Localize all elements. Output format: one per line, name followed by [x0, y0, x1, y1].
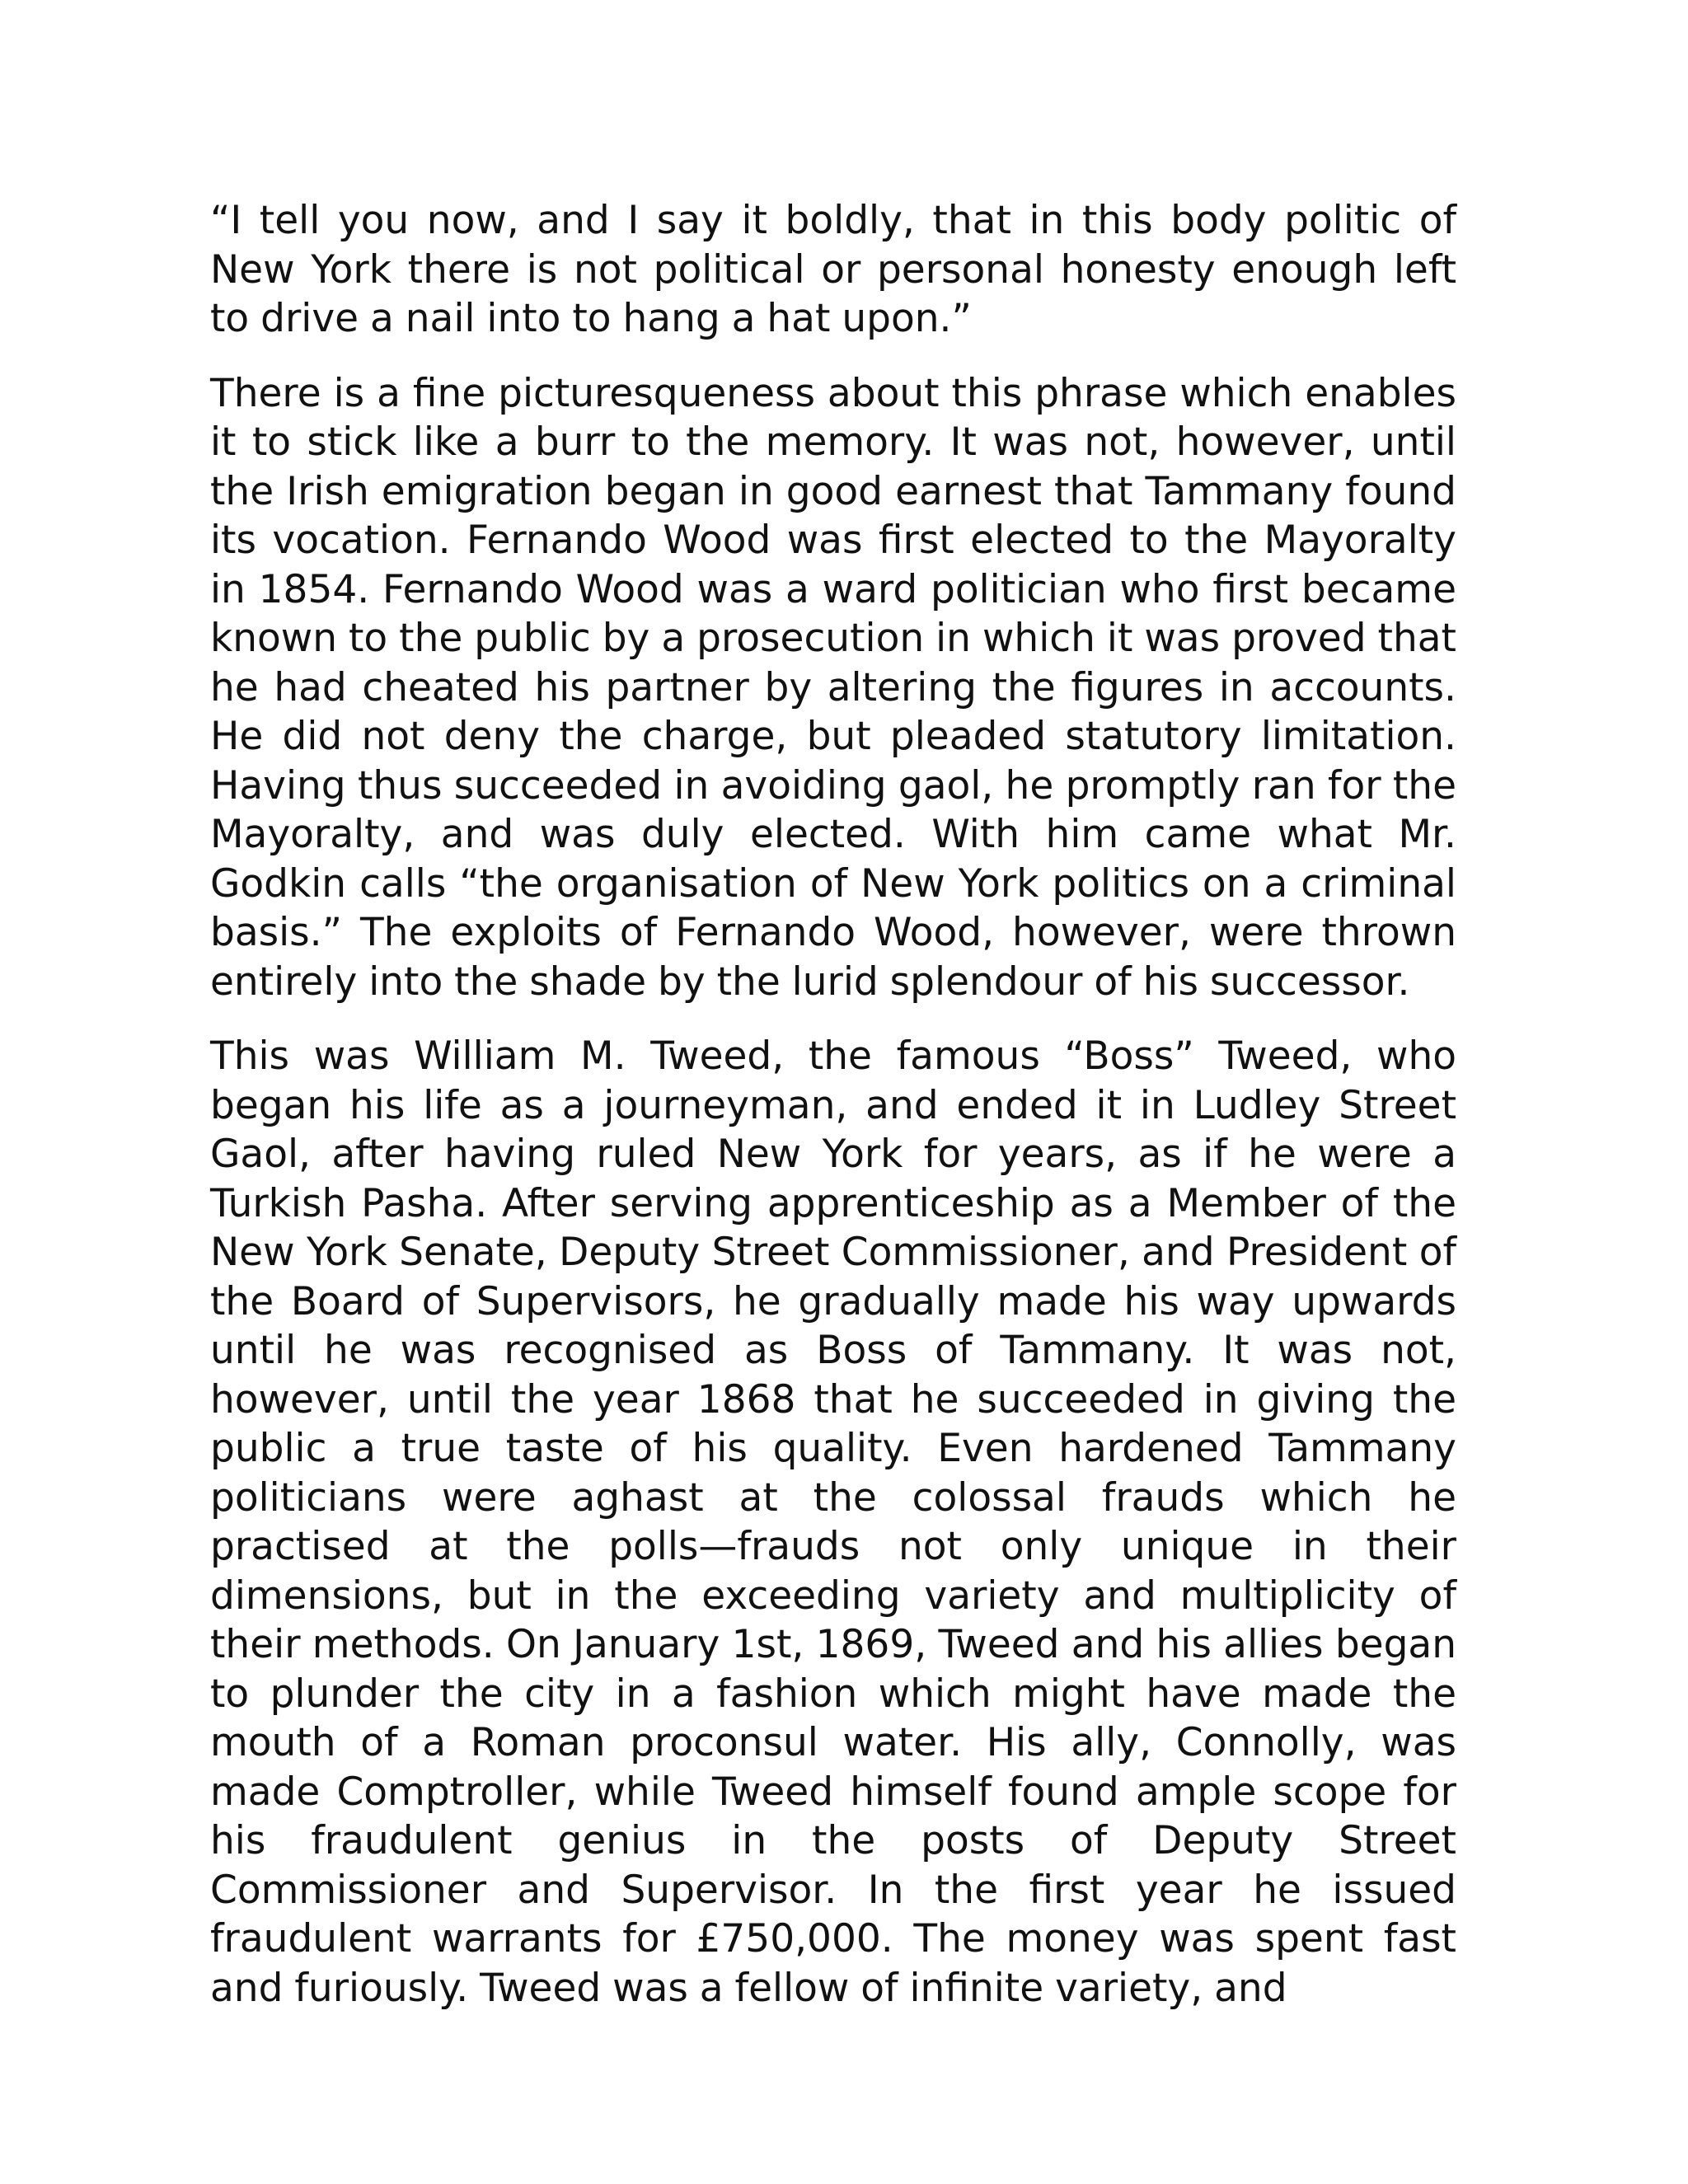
- paragraph-boss-tweed: This was William M. Tweed, the famous “Boss” Tweed, who began his life as a journeyman, and ended it in Ludley Street Gaol, after having ruled New York for years, as if he were a Turkish Pasha. After serving apprenticeship as a Member of the New York Senate, Deputy Street Commissioner, and President of the Board of Supervisors, he gradually made his way upwards until he was recognised as Boss of Tammany. It was not, however, until the year 1868 that he succeeded in giving the public a true taste of his quality. Even hardened Tammany politicians were aghast at the colossal frauds which he practised at the polls—frauds not only unique in their dimensions, but in the exceeding variety and multiplicity of their methods. On January 1st, 1869, Tweed and his allies began to plunder the city in a fashion which might have made the mouth of a Roman proconsul water. His ally, Connolly, was made Comptroller, while Tweed himself found ample scope for his fraudulent genius in the posts of Deputy Street Commissioner and Supervisor. In the first year he issued fraudulent warrants for £750,000. The money was spent fast and furiously. Tweed was a fellow of infinite variety, and: [210, 1033, 1456, 2011]
- document-page: [210, 196, 1456, 2038]
- paragraph-quote: “I tell you now, and I say it boldly, that in this body politic of New York there is not political or personal honesty enough left to drive a nail into to hang a hat upon.”: [210, 198, 1456, 341]
- paragraph-fernando-wood: There is a fine picturesqueness about this phrase which enables it to stick like a burr to the memory. It was not, however, until the Irish emigration began in good earnest that Tammany found its vocation. Fernando Wood was first elected to the Mayoralty in 1854. Fernando Wood was a ward politician who first became known to the public by a prosecution in which it was proved that he had cheated his partner by altering the figures in accounts. He did not deny the charge, but pleaded statutory limitation. Having thus succeeded in avoiding gaol, he promptly ran for the Mayoralty, and was duly elected. With him came what Mr. Godkin calls “the organisation of New York politics on a criminal basis.” The exploits of Fernando Wood, however, were thrown entirely into the shade by the lurid splendour of his successor.: [210, 370, 1456, 1005]
